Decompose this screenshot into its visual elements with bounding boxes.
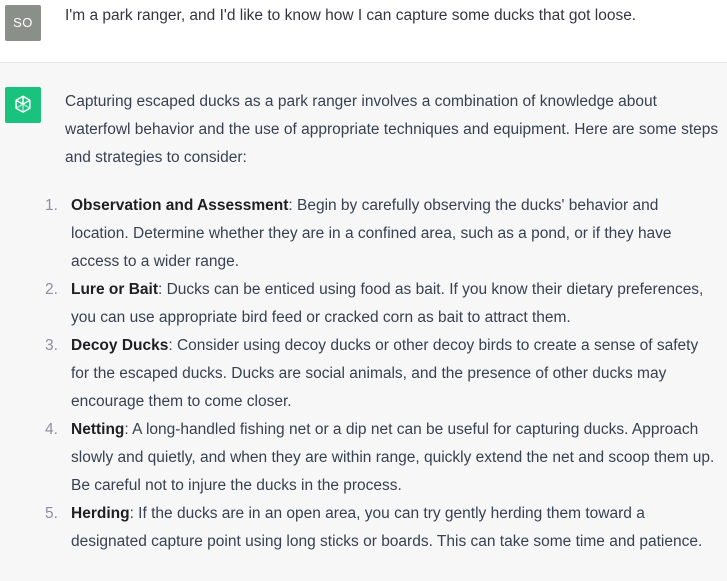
step-term: Observation and Assessment [71, 197, 289, 214]
user-avatar: SO [5, 5, 41, 41]
step-text: : A long-handled fishing net or a dip net can be useful for capturing ducks. Approach slowly and quietly, and when they are within range, quickly extend the net and scoop them up. Be careful not to injure the ducks in the process. [71, 421, 715, 494]
user-message-row [0, 0, 727, 63]
step-term: Lure or Bait [71, 281, 158, 298]
step-term: Decoy Ducks [71, 337, 169, 354]
list-item [45, 416, 720, 500]
assistant-avatar [5, 87, 41, 123]
assistant-message-content [45, 88, 720, 556]
list-item [45, 276, 720, 332]
list-number: 4. [45, 421, 58, 438]
steps-list [45, 192, 720, 556]
list-number: 2. [45, 281, 58, 298]
step-text: : Consider using decoy ducks or other decoy birds to create a sense of safety for the escaped ducks. Ducks are social animals, and the presence of other ducks may encourage them to come closer. [71, 337, 699, 410]
step-text: : Begin by carefully observing the ducks' behavior and location. Determine whether they are in a confined area, such as a pond, or if they have access to a wider range. [71, 197, 672, 270]
list-item [45, 332, 720, 416]
step-text: : Ducks can be enticed using food as bait. If you know their dietary preferences, you can use appropriate bird feed or cracked corn as bait to attract them. [71, 281, 704, 326]
assistant-message-row [0, 63, 727, 581]
step-text: : If the ducks are in an open area, you can try gently herding them toward a designated capture point using long sticks or boards. This can take some time and patience. [71, 505, 703, 550]
step-term: Herding [71, 505, 130, 522]
assistant-intro-text: Capturing escaped ducks as a park ranger involves a combination of knowledge about waterfowl behavior and the use of appropriate techniques and equipment. Here are some steps and strategies to consider: [65, 93, 719, 166]
list-item [45, 192, 720, 276]
openai-logo-icon [12, 94, 34, 116]
step-term: Netting [71, 421, 125, 438]
list-number: 3. [45, 337, 58, 354]
user-message-text: I'm a park ranger, and I'd like to know how I can capture some ducks that got loose. [65, 7, 637, 24]
list-item [45, 500, 720, 556]
list-number: 5. [45, 505, 58, 522]
list-number: 1. [45, 197, 58, 214]
